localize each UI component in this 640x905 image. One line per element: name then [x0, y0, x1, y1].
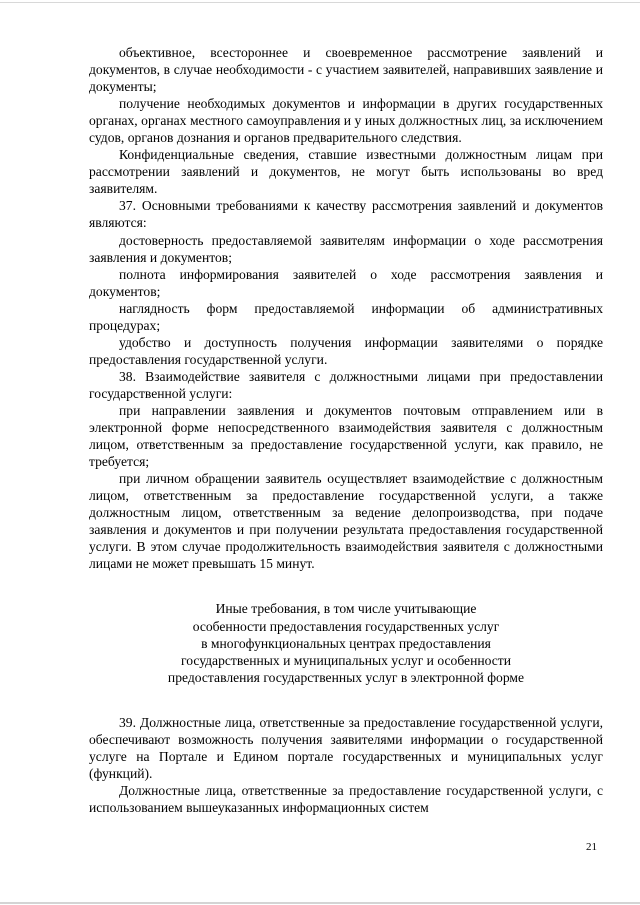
paragraph: 37. Основными требованиями к качеству рассмотрения заявлений и документов являются:: [89, 198, 603, 231]
paragraph: при направлении заявления и документов почтовым отправлением или в электронной форме непосредственного взаимодействия заявителя с должностным лицом, ответственным за предоставление государственной услуги, как правило, не требуется;: [89, 402, 603, 470]
section-heading-line: Иные требования, в том числе учитывающие: [215, 601, 477, 617]
paragraph: достоверность предоставляемой заявителям информации о ходе рассмотрения заявления и документов;: [89, 232, 603, 265]
document-body: [89, 44, 603, 816]
paragraph: 39. Должностные лица, ответственные за предоставление государственной услуги, обеспечивают возможность получения заявителями информации о государственной услуге на Портале и Едином портале государственных и муниципальных услуг (функций).: [89, 714, 603, 781]
section-heading-line: предоставления государственных услуг в электронной форме: [167, 669, 525, 685]
paragraph: полнота информирования заявителей о ходе рассмотрения заявления и документов;: [89, 266, 603, 299]
paragraph: удобство и доступность получения информации заявителями о порядке предоставления государственной услуги.: [89, 334, 603, 367]
paragraph: 38. Взаимодействие заявителя с должностными лицами при предоставлении государственной услуги:: [89, 368, 603, 401]
scan-bottom-edge: [0, 902, 640, 904]
paragraph: объективное, всестороннее и своевременное рассмотрение заявлений и документов, в случае необходимости - с участием заявителей, направивших заявление и документы;: [89, 45, 603, 95]
regulation-text-bottom: [89, 714, 603, 816]
page-number: 21: [586, 841, 597, 853]
section-heading-line: государственных и муниципальных услуг и особенности: [180, 652, 512, 668]
scan-top-edge: [0, 2, 640, 3]
paragraph: Должностные лица, ответственные за предоставление государственной услуги, с использованием вышеуказанных информационных систем: [89, 782, 603, 815]
regulation-text-top: [89, 44, 603, 572]
paragraph: Конфиденциальные сведения, ставшие известными должностным лицам при рассмотрении заявлений и документов, не могут быть использованы во вред заявителям.: [89, 147, 603, 197]
paragraph: получение необходимых документов и информации в других государственных органах, органах местного самоуправления и у иных должностных лиц, за исключением судов, органов дознания и органов предварительного следствия.: [89, 96, 603, 146]
paragraph: наглядность форм предоставляемой информации об административных процедурах;: [89, 300, 603, 333]
paragraph: при личном обращении заявитель осуществляет взаимодействие с должностным лицом, ответственным за предоставление государственной услуги, а также должностным лицом, ответственным за ведение делопроизводства, при подаче заявления и документов и при получении результата предоставления государственной услуги. В этом случае продолжительность взаимодействия заявителя с должностными лицами не может превышать 15 минут.: [89, 471, 603, 572]
section-heading-line: особенности предоставления государственных услуг: [192, 618, 500, 634]
section-heading: [89, 600, 603, 685]
section-heading-line: в многофункциональных центрах предоставления: [201, 635, 491, 651]
